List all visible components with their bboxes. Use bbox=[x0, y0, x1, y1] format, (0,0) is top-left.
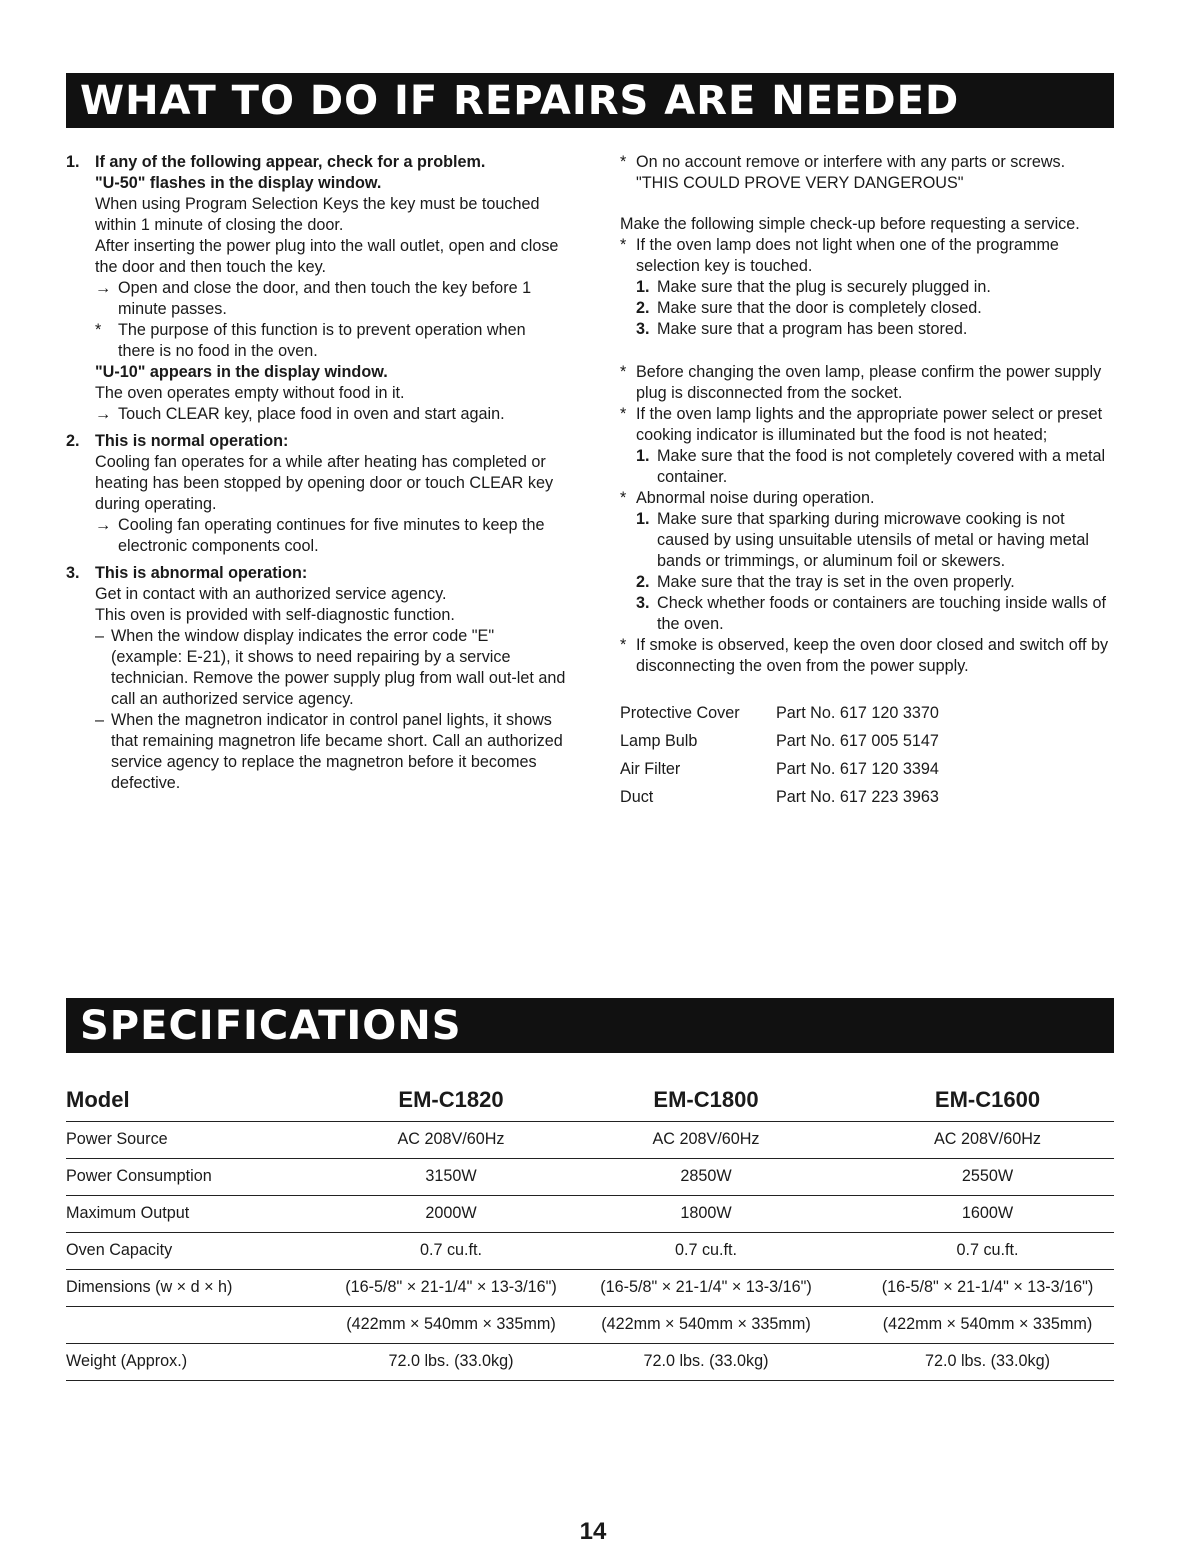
cell: Power Source bbox=[66, 1130, 168, 1148]
specs-row bbox=[66, 1270, 1114, 1307]
cell: AC 208V/60Hz bbox=[933, 1130, 1042, 1148]
repairs-title: WHAT TO DO IF REPAIRS ARE NEEDED bbox=[80, 78, 960, 124]
asterisk-icon: * bbox=[620, 236, 627, 254]
cell: 3150W bbox=[425, 1167, 477, 1185]
arrow-item: → Cooling fan operating continues for five minutes to keep the electronic components cool. bbox=[95, 516, 545, 555]
star-item: * If smoke is observed, keep the oven door closed and switch off by disconnecting the oven from the power supply. bbox=[620, 636, 1109, 675]
numbered-item: 1. Make sure that the plug is securely plugged in. bbox=[636, 278, 991, 296]
cell: (422mm × 540mm × 335mm) bbox=[346, 1315, 556, 1333]
paragraph: The oven operates empty without food in it. bbox=[95, 384, 405, 402]
repairs-right-column bbox=[620, 152, 1114, 811]
u10-title: "U-10" appears in the display window. bbox=[95, 363, 388, 381]
star-item: * If the oven lamp lights and the appropriate power select or preset cooking indicator is illuminated but the food is not heated; bbox=[620, 405, 1103, 444]
part-number: Part No. 617 120 3370 bbox=[776, 704, 939, 722]
cell: 0.7 cu.ft. bbox=[419, 1241, 483, 1259]
section-number: 3. bbox=[66, 564, 80, 582]
specs-title: SPECIFICATIONS bbox=[80, 1003, 462, 1049]
paragraph: After inserting the power plug into the wall outlet, open and close the door and then touch the key. bbox=[95, 237, 559, 276]
cell: 1800W bbox=[680, 1204, 732, 1222]
asterisk-icon: * bbox=[620, 405, 627, 423]
asterisk-icon: * bbox=[95, 321, 102, 339]
part-number: Part No. 617 223 3963 bbox=[776, 788, 939, 806]
specs-row bbox=[66, 1344, 1114, 1381]
numbered-item: 2. Make sure that the door is completely closed. bbox=[636, 299, 982, 317]
parts-row bbox=[620, 699, 1114, 727]
dash-item: – When the window display indicates the error code "E" (example: E-21), it shows to need repairing by a service technician. Remove the power supply plug from wall out-let and call an authorized service agency. bbox=[95, 627, 566, 708]
cell: AC 208V/60Hz bbox=[397, 1130, 505, 1148]
cell: (422mm × 540mm × 335mm) bbox=[601, 1315, 811, 1333]
asterisk-icon: * bbox=[620, 153, 627, 171]
arrow-icon: → bbox=[95, 516, 112, 534]
section-number: 1. bbox=[66, 153, 80, 171]
numbered-item: 1. Make sure that sparking during microwave cooking is not caused by using unsuitable utensils of metal or having metal bands or trimmings, or aluminum foil or skewers. bbox=[636, 510, 1089, 570]
parts-list bbox=[620, 699, 1114, 811]
cell: 72.0 lbs. (33.0kg) bbox=[388, 1352, 514, 1370]
cell: 1600W bbox=[961, 1204, 1014, 1222]
asterisk-icon: * bbox=[620, 489, 627, 507]
page-number: 14 bbox=[579, 1518, 607, 1545]
star-item: * Abnormal noise during operation. bbox=[620, 489, 875, 507]
specs-row bbox=[66, 1159, 1114, 1196]
section-number: 2. bbox=[66, 432, 80, 450]
cell: Oven Capacity bbox=[66, 1241, 173, 1259]
paragraph: When using Program Selection Keys the key must be touched within 1 minute of closing the door. bbox=[95, 195, 540, 234]
cell: 72.0 lbs. (33.0kg) bbox=[924, 1352, 1051, 1370]
part-number: Part No. 617 120 3394 bbox=[776, 760, 939, 778]
paragraph: Cooling fan operates for a while after heating has completed or heating has been stopped by opening door or touch CLEAR key during operating. bbox=[95, 453, 554, 513]
numbered-item: 1. Make sure that the food is not completely covered with a metal container. bbox=[636, 447, 1106, 486]
specs-table bbox=[66, 1080, 1114, 1381]
paragraph: Get in contact with an authorized service agency. bbox=[95, 585, 447, 603]
section-title: This is abnormal operation: bbox=[95, 564, 308, 582]
u50-title: "U-50" flashes in the display window. bbox=[95, 174, 382, 192]
repairs-banner bbox=[66, 73, 1114, 128]
section-title: If any of the following appear, check for a problem. bbox=[95, 153, 486, 171]
section-3 bbox=[66, 563, 566, 794]
cell: (422mm × 540mm × 335mm) bbox=[882, 1315, 1093, 1333]
cell: 72.0 lbs. (33.0kg) bbox=[643, 1352, 769, 1370]
paragraph: This oven is provided with self-diagnostic function. bbox=[95, 606, 455, 624]
part-name: Protective Cover bbox=[620, 704, 740, 722]
section-2 bbox=[66, 431, 566, 557]
cell: (16-5/8" × 21-1/4" × 13-3/16") bbox=[881, 1278, 1094, 1296]
specs-row bbox=[66, 1233, 1114, 1270]
cell: AC 208V/60Hz bbox=[652, 1130, 760, 1148]
part-name: Duct bbox=[620, 788, 654, 806]
numbered-item: 2. Make sure that the tray is set in the oven properly. bbox=[636, 573, 1015, 591]
specs-row bbox=[66, 1196, 1114, 1233]
cell: Weight (Approx.) bbox=[66, 1352, 188, 1370]
cell: (16-5/8" × 21-1/4" × 13-3/16") bbox=[345, 1278, 557, 1296]
specs-header-row bbox=[66, 1080, 1114, 1122]
asterisk-icon: * bbox=[620, 363, 627, 381]
dash-item: – When the magnetron indicator in control panel lights, it shows that remaining magnetron life became short. Call an authorized service agency to replace the magnetron before it becomes defective. bbox=[95, 711, 563, 792]
cell: 2550W bbox=[961, 1167, 1014, 1185]
header-cell: Model bbox=[66, 1087, 130, 1112]
arrow-item: → Touch CLEAR key, place food in oven and start again. bbox=[95, 405, 505, 423]
cell: 0.7 cu.ft. bbox=[956, 1241, 1019, 1259]
header-cell: EM-C1800 bbox=[653, 1087, 759, 1112]
header-cell: EM-C1820 bbox=[398, 1087, 504, 1112]
numbered-item: 3. Check whether foods or containers are touching inside walls of the oven. bbox=[636, 594, 1106, 633]
specs-row bbox=[66, 1122, 1114, 1159]
star-item: * On no account remove or interfere with any parts or screws. "THIS COULD PROVE VERY DANGEROUS" bbox=[620, 153, 1066, 192]
star-item: * If the oven lamp does not light when one of the programme selection key is touched. bbox=[620, 236, 1059, 275]
arrow-icon: → bbox=[95, 279, 112, 297]
specs-banner bbox=[66, 998, 1114, 1053]
star-item: * The purpose of this function is to prevent operation when there is no food in the oven. bbox=[95, 321, 526, 360]
cell: 2850W bbox=[680, 1167, 732, 1185]
header-cell: EM-C1600 bbox=[934, 1087, 1041, 1112]
part-name: Air Filter bbox=[620, 760, 681, 778]
arrow-icon: → bbox=[95, 405, 112, 423]
numbered-item: 3. Make sure that a program has been stored. bbox=[636, 320, 968, 338]
asterisk-icon: * bbox=[620, 636, 627, 654]
star-item: * Before changing the oven lamp, please confirm the power supply plug is disconnected from the socket. bbox=[620, 363, 1102, 402]
dash-icon: – bbox=[95, 627, 105, 645]
parts-row bbox=[620, 755, 1114, 783]
cell: 2000W bbox=[425, 1204, 477, 1222]
section-1 bbox=[66, 152, 566, 425]
specs-row bbox=[66, 1307, 1114, 1344]
parts-row bbox=[620, 727, 1114, 755]
cell: Dimensions (w × d × h) bbox=[66, 1278, 233, 1296]
parts-row bbox=[620, 783, 1114, 811]
cell: 0.7 cu.ft. bbox=[674, 1241, 738, 1259]
paragraph: Make the following simple check-up before requesting a service. bbox=[620, 215, 1080, 233]
part-name: Lamp Bulb bbox=[620, 732, 698, 750]
arrow-item: → Open and close the door, and then touch the key before 1 minute passes. bbox=[95, 279, 532, 318]
repairs-left-column bbox=[66, 152, 566, 794]
cell: Power Consumption bbox=[66, 1167, 212, 1185]
cell: (16-5/8" × 21-1/4" × 13-3/16") bbox=[600, 1278, 812, 1296]
dash-icon: – bbox=[95, 711, 105, 729]
part-number: Part No. 617 005 5147 bbox=[776, 732, 939, 750]
cell: Maximum Output bbox=[66, 1204, 190, 1222]
section-title: This is normal operation: bbox=[95, 432, 289, 450]
